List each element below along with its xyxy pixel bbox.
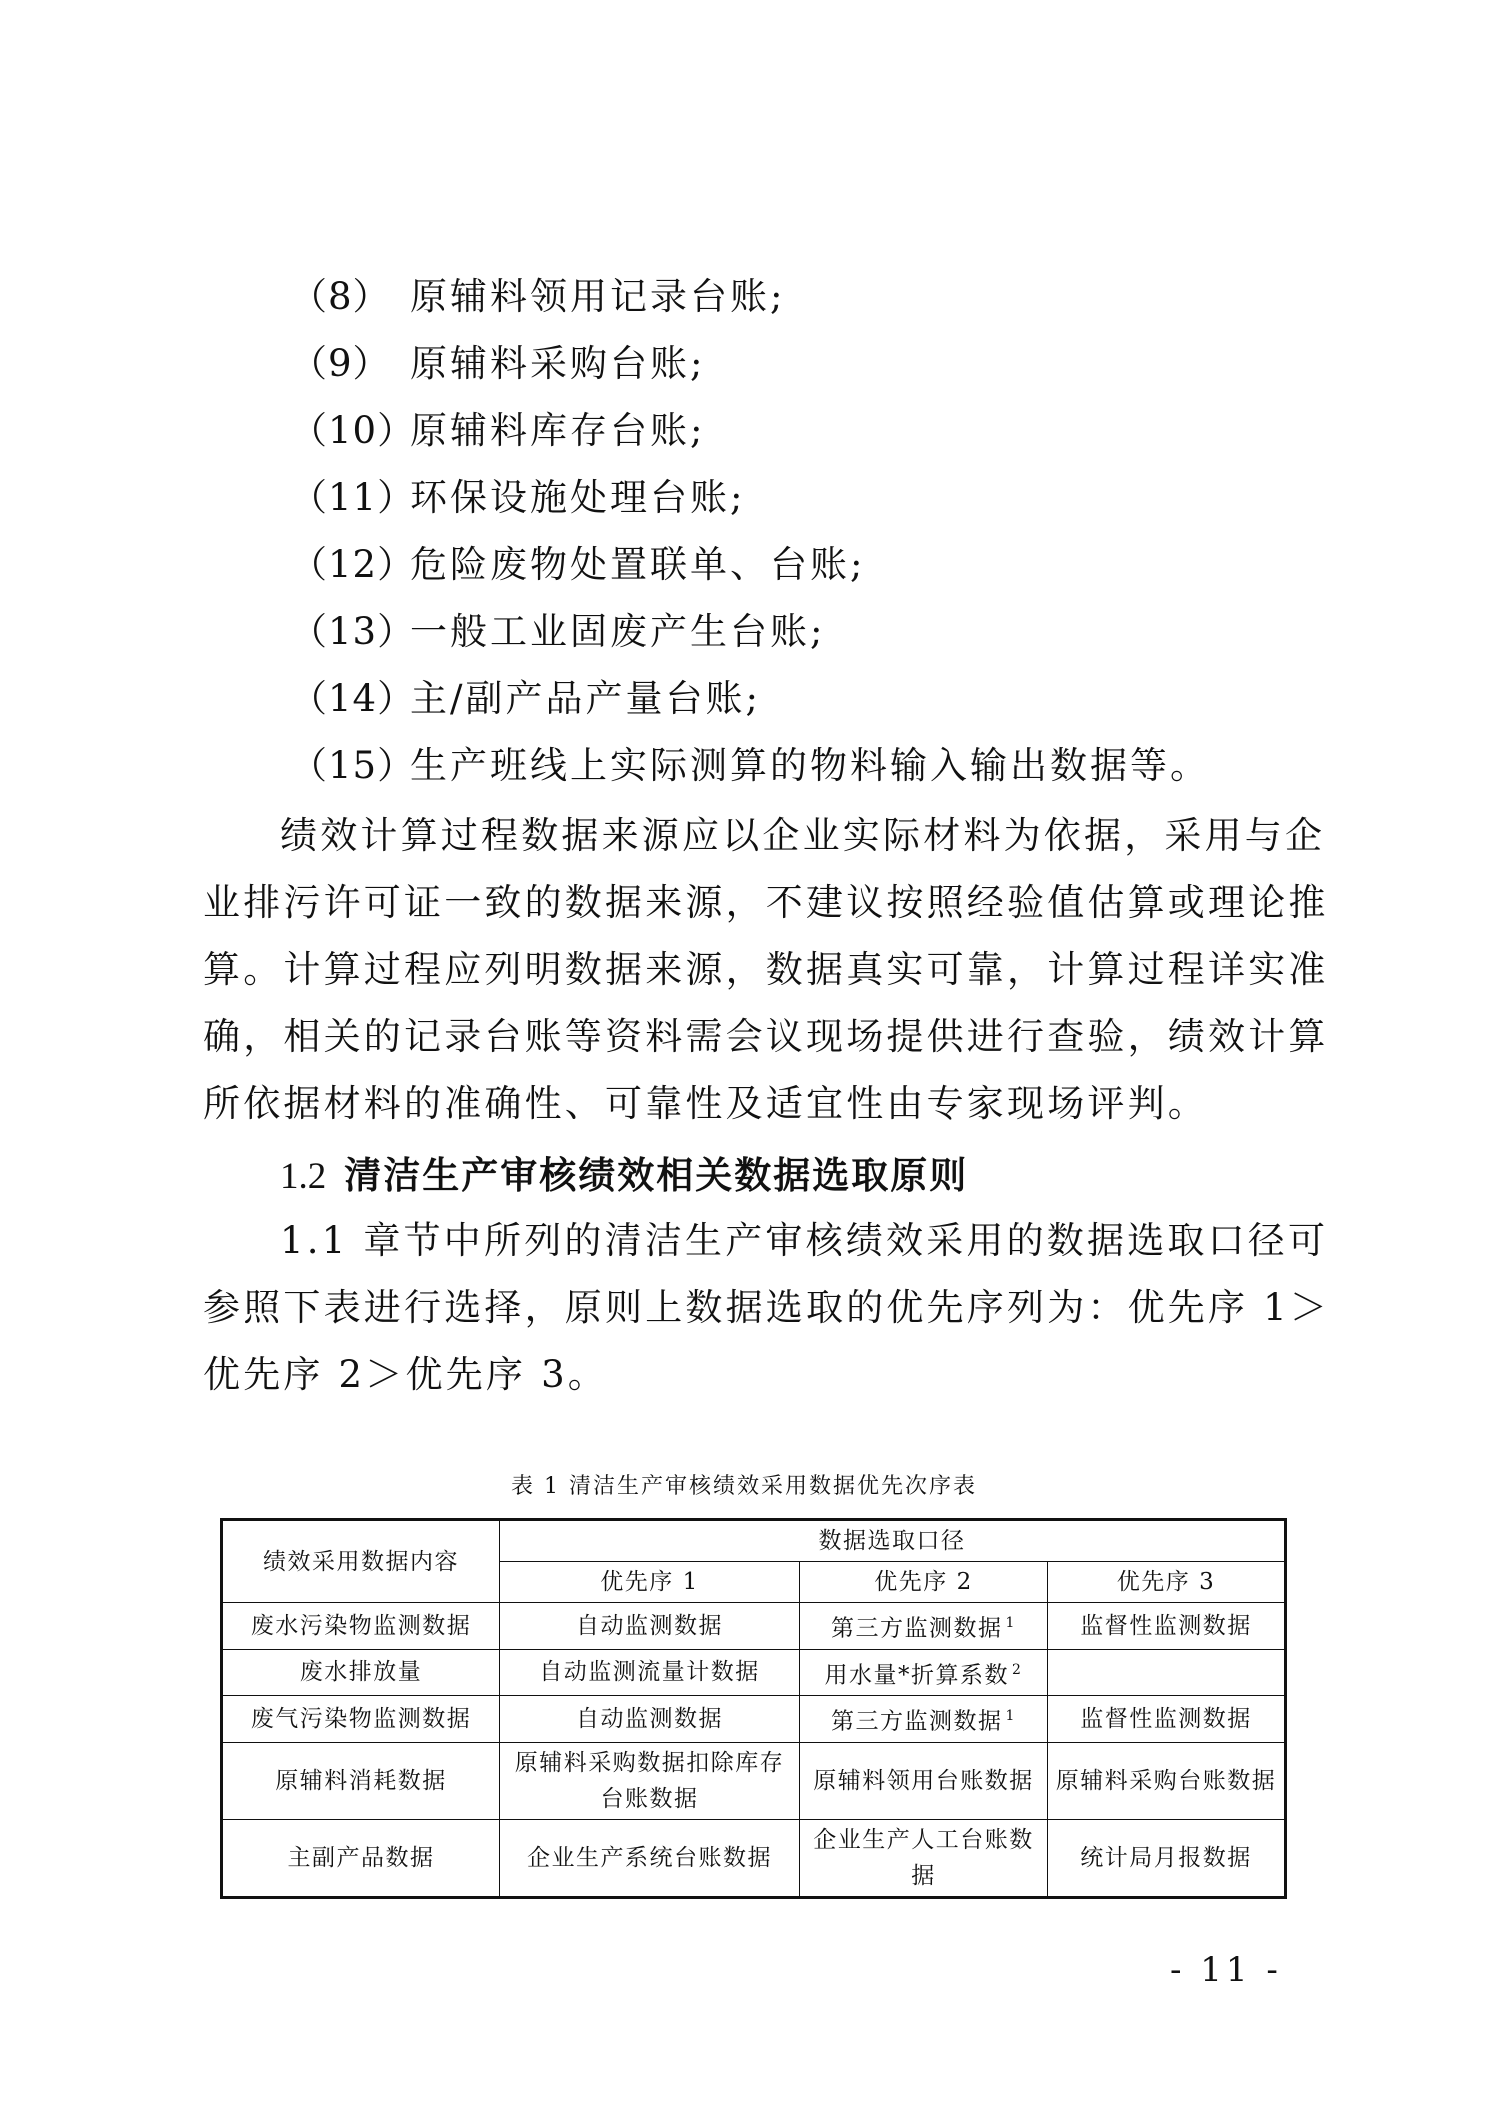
row-label: 废气污染物监测数据 [222,1696,500,1743]
table-row [222,1696,1286,1743]
table-row [222,1819,1286,1897]
list-text: 原辅料库存台账; [410,409,706,452]
cell-text: 用水量*折算系数 [824,1662,1010,1689]
paragraph-line: 业排污许可证一致的数据来源，不建议按照经验值估算或理论推 [203,881,1329,924]
paragraph-line: 确，相关的记录台账等资料需会议现场提供进行查验，绩效计算 [203,1015,1329,1058]
row-label: 原辅料消耗数据 [222,1742,500,1819]
group-header-cell: 数据选取口径 [500,1520,1286,1562]
priority-1-cell: 原辅料采购数据扣除库存台账数据 [500,1742,800,1819]
priority-3-cell: 监督性监测数据 [1048,1696,1286,1743]
list-item-14 [290,674,761,724]
footnote-mark: 2 [1012,1661,1023,1678]
table-row [222,1742,1286,1819]
priority-2-cell: 企业生产人工台账数据 [800,1819,1048,1897]
list-number: （15） [290,744,416,787]
priority-2-cell [800,1603,1048,1650]
priority-header-3: 优先序 3 [1048,1562,1286,1603]
paragraph-line: 优先序 2＞优先序 3。 [203,1353,609,1396]
priority-3-cell: 原辅料采购台账数据 [1048,1742,1286,1819]
priority-header-2: 优先序 2 [800,1562,1048,1603]
priority-header-1: 优先序 1 [500,1562,800,1603]
list-text: 生产班线上实际测算的物料输入输出数据等。 [410,744,1210,787]
list-number: （9） [290,342,391,385]
priority-1-cell: 企业生产系统台账数据 [500,1819,800,1897]
list-item-8 [290,272,785,322]
list-text: 环保设施处理台账; [410,476,746,519]
row-label: 废水排放量 [222,1649,500,1696]
paragraph-line: 参照下表进行选择，原则上数据选取的优先序列为：优先序 1＞ [203,1286,1331,1329]
list-number: （10） [290,409,416,452]
list-number: （12） [290,543,416,586]
priority-1-cell: 自动监测数据 [500,1603,800,1650]
list-number: （8） [290,275,391,318]
list-text: 一般工业固废产生台账; [410,610,826,653]
paragraph-line: 算。计算过程应列明数据来源，数据真实可靠，计算过程详实准 [203,948,1329,991]
priority-3-cell: 监督性监测数据 [1048,1603,1286,1650]
table-caption: 表 1 清洁生产审核绩效采用数据优先次序表 [511,1474,977,1499]
list-number: （14） [290,677,416,720]
section-heading [280,1148,968,1204]
page-number: - 11 - [1170,1950,1282,1990]
cell-text: 第三方监测数据 [831,1615,1003,1642]
list-text: 原辅料领用记录台账; [410,275,786,318]
paragraph-line: 所依据材料的准确性、可靠性及适宜性由专家现场评判。 [203,1082,1208,1125]
list-number: （11） [290,476,416,519]
list-item-13 [290,607,825,657]
table-row [222,1603,1286,1650]
footnote-mark: 1 [1005,1708,1016,1725]
priority-3-cell: 统计局月报数据 [1048,1819,1286,1897]
priority-1-cell: 自动监测流量计数据 [500,1649,800,1696]
list-text: 原辅料采购台账; [410,342,706,385]
priority-1-cell: 自动监测数据 [500,1696,800,1743]
section-number: 1.2 [280,1156,327,1197]
footnote-mark: 1 [1005,1615,1016,1631]
priority-2-cell: 原辅料领用台账数据 [800,1742,1048,1819]
table-header-row [222,1520,1286,1562]
list-item-11 [290,473,745,523]
row-header-cell: 绩效采用数据内容 [222,1520,500,1603]
priority-2-cell [800,1696,1048,1743]
paragraph-line: 1.1 章节中所列的清洁生产审核绩效采用的数据选取口径可 [280,1219,1329,1262]
cell-text: 第三方监测数据 [831,1708,1003,1735]
list-item-9 [290,339,705,389]
list-item-10 [290,406,705,456]
paragraph-line: 绩效计算过程数据来源应以企业实际材料为依据，采用与企 [280,814,1326,857]
priority-table [220,1518,1287,1899]
table-row [222,1649,1286,1696]
section-title: 清洁生产审核绩效相关数据选取原则 [344,1154,969,1197]
list-text: 主/副产品产量台账; [410,677,761,720]
priority-2-cell [800,1649,1048,1696]
row-label: 废水污染物监测数据 [222,1603,500,1650]
row-label: 主副产品数据 [222,1819,500,1897]
list-item-12 [290,540,865,590]
list-item-15 [290,741,1210,791]
list-text: 危险废物处置联单、台账; [410,543,866,586]
priority-3-cell [1048,1649,1286,1696]
list-number: （13） [290,610,416,653]
